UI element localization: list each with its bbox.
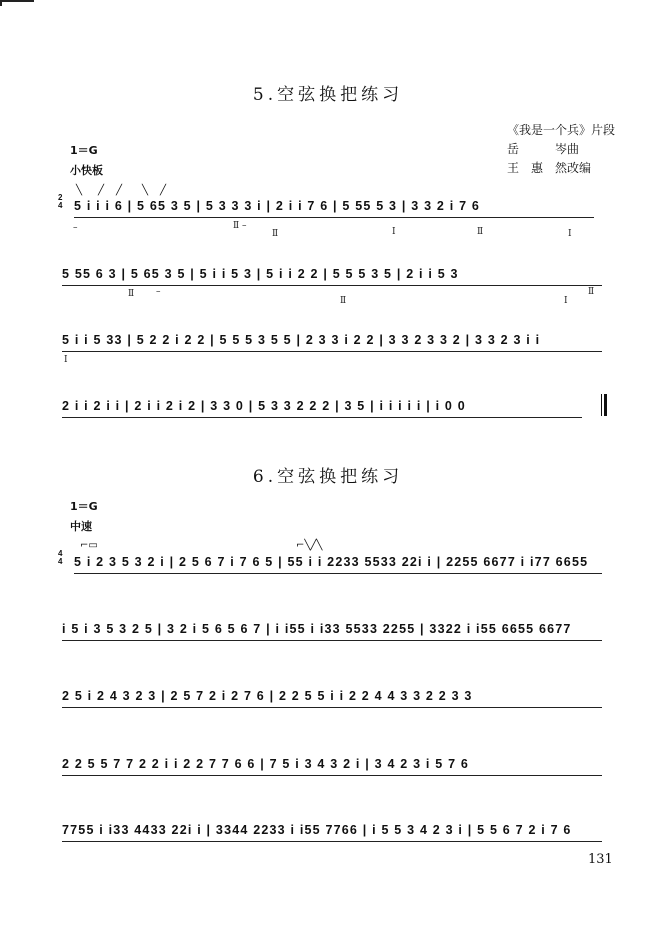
- arranger-line: 王 惠 然改编: [507, 161, 592, 175]
- section5-credits: [507, 121, 615, 178]
- beam-line: [62, 707, 602, 708]
- section5-title: 5.空弦换把练习: [252, 85, 404, 105]
- string-mark: Ⅱ: [477, 227, 484, 237]
- notation-row: 2 i i 2 i i | 2 i i 2 i 2 | 3 3 0 | 5 3 3 2 2 2 | 3 5 | i i i i i | i 0 0: [62, 399, 466, 413]
- section6-tempo: 中速: [70, 520, 92, 533]
- notation-row: 5 i i 5 33 | 5 2 2 i 2 2 | 5 5 5 3 5 5 | 2 3 3 i 2 2 | 3 3 2 3 3 2 | 3 3 2 3 i i: [62, 333, 541, 347]
- string-mark: –: [156, 287, 161, 297]
- section6-staff-row-4: [62, 752, 612, 776]
- corner-rule: [0, 0, 34, 2]
- bowing-mark: ⌐▭: [80, 540, 98, 551]
- source-line: 《我是一个兵》片段: [507, 123, 616, 137]
- section5-tempo: 小快板: [70, 164, 103, 177]
- section5-staff-row-1: [62, 194, 612, 218]
- string-mark: Ⅱ: [588, 287, 595, 297]
- page-number: 131: [588, 852, 613, 867]
- section5-staff-row-2: [62, 262, 612, 286]
- beam-line: [74, 573, 602, 574]
- section5-key: 1＝G: [70, 144, 98, 157]
- notation-row: 5 55 6 3 | 5 65 3 5 | 5 i i 5 3 | 5 i i 2 2 | 5 5 5 3 5 | 2 i i 5 3: [62, 267, 459, 281]
- string-mark: Ⅰ: [392, 227, 396, 237]
- section6-staff-row-1: [62, 550, 612, 574]
- time-sig-bottom: 4: [58, 557, 63, 566]
- section6-title: 6.空弦换把练习: [252, 467, 404, 487]
- composer-line: 岳 岑曲: [507, 142, 580, 156]
- beam-line: [74, 217, 594, 218]
- beam-line: [62, 417, 582, 418]
- bowing-mark: ╲: [142, 185, 149, 196]
- notation-row: 2 5 i 2 4 3 2 3 | 2 5 7 2 i 2 7 6 | 2 2 5 5 i i 2 2 4 4 3 3 2 2 3 3: [62, 689, 473, 703]
- notation-row: 7755 i i33 4433 22i i | 3344 2233 i i55 7766 | i 5 5 3 4 2 3 i | 5 5 6 7 2 i 7 6: [62, 823, 572, 837]
- section5-staff-row-4: [62, 394, 612, 418]
- string-mark: Ⅱ: [128, 289, 135, 299]
- section6-staff-row-5: [62, 818, 612, 842]
- string-mark: –: [73, 223, 78, 233]
- bowing-mark: ⌐╲╱╲: [296, 540, 323, 551]
- string-mark: Ⅱ –: [233, 221, 247, 231]
- notation-row: i 5 i 3 5 3 2 5 | 3 2 i 5 6 5 6 7 | i i55 i i33 5533 2255 | 3322 i i55 6655 6677: [62, 622, 572, 636]
- string-mark: Ⅰ: [568, 229, 572, 239]
- section6-staff-row-3: [62, 684, 612, 708]
- time-sig-bottom: 4: [58, 201, 63, 210]
- time-sig-top: 2: [58, 193, 63, 202]
- time-sig-top: 4: [58, 549, 63, 558]
- string-mark: Ⅱ: [340, 296, 347, 306]
- section6-key: 1＝G: [70, 500, 98, 513]
- bowing-mark: ╱: [98, 185, 105, 196]
- beam-line: [62, 285, 602, 286]
- string-mark: Ⅱ: [272, 229, 279, 239]
- beam-line: [62, 775, 602, 776]
- bowing-mark: ╱: [116, 185, 123, 196]
- bowing-mark: ╱: [160, 185, 167, 196]
- section6-staff-row-2: [62, 617, 612, 641]
- beam-line: [62, 351, 602, 352]
- notation-row: 5 i i i 6 | 5 65 3 5 | 5 3 3 3 i | 2 i i 7 6 | 5 55 5 3 | 3 3 2 i 7 6: [74, 199, 481, 213]
- bowing-mark: ╲: [76, 185, 83, 196]
- notation-row: 2 2 5 5 7 7 2 2 i i 2 2 7 7 6 6 | 7 5 i 3 4 3 2 i | 3 4 2 3 i 5 7 6: [62, 757, 470, 771]
- beam-line: [62, 640, 602, 641]
- corner-rule-vertical: [0, 0, 2, 6]
- section5-staff-row-3: [62, 328, 612, 352]
- string-mark: Ⅰ: [564, 296, 568, 306]
- notation-row: 5 i 2 3 5 3 2 i | 2 5 6 7 i 7 6 5 | 55 i i 2233 5533 22i i | 2255 6677 i i77 6655: [74, 555, 589, 569]
- beam-line: [62, 841, 602, 842]
- final-barline: [601, 394, 607, 416]
- string-mark: Ⅰ: [64, 355, 68, 365]
